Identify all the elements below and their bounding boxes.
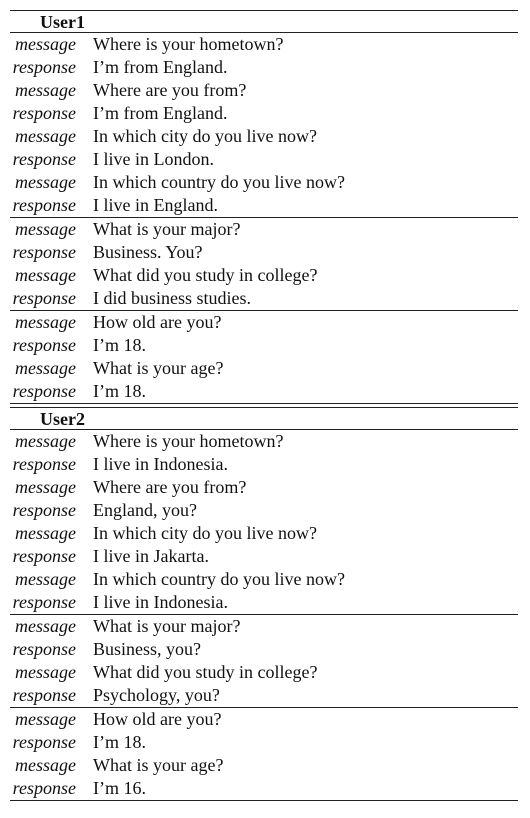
- utterance-text: Where is your hometown?: [93, 34, 284, 54]
- utterance-text: What did you study in college?: [93, 265, 318, 285]
- utterance-text: How old are you?: [93, 312, 222, 332]
- dialogue-row: [10, 661, 518, 684]
- role-label: message: [15, 34, 76, 54]
- dialogue-row: [10, 102, 518, 125]
- role-label: message: [15, 477, 76, 497]
- user-section: [10, 408, 518, 801]
- role-label: message: [15, 569, 76, 589]
- user-section: [10, 11, 518, 404]
- question-group: [10, 218, 518, 311]
- utterance-text: In which city do you live now?: [93, 523, 317, 543]
- role-label: response: [12, 546, 76, 566]
- role-label: response: [12, 454, 76, 474]
- dialogue-row: [10, 731, 518, 754]
- dialogue-row: [10, 148, 518, 171]
- utterance-text: What is your major?: [93, 616, 241, 636]
- utterance-text: In which city do you live now?: [93, 126, 317, 146]
- dialogue-row: [10, 708, 518, 731]
- utterance-text: I live in England.: [93, 195, 218, 215]
- dialogue-row: [10, 499, 518, 522]
- dialogue-row: [10, 56, 518, 79]
- role-label: message: [15, 312, 76, 332]
- role-label: message: [15, 126, 76, 146]
- role-label: response: [12, 103, 76, 123]
- dialogue-row: [10, 357, 518, 380]
- utterance-text: Where are you from?: [93, 80, 247, 100]
- utterance-text: I’m from England.: [93, 103, 228, 123]
- dialogue-row: [10, 545, 518, 568]
- dialogue-row: [10, 241, 518, 264]
- role-label: message: [15, 265, 76, 285]
- utterance-text: Where are you from?: [93, 477, 247, 497]
- utterance-text: I live in Indonesia.: [93, 454, 228, 474]
- role-label: response: [12, 500, 76, 520]
- dialogue-row: [10, 218, 518, 241]
- role-label: message: [15, 358, 76, 378]
- question-group: [10, 311, 518, 404]
- role-label: message: [15, 709, 76, 729]
- role-label: response: [12, 242, 76, 262]
- role-label: message: [15, 172, 76, 192]
- role-label: response: [12, 778, 76, 798]
- role-label: response: [12, 732, 76, 752]
- utterance-text: I live in Jakarta.: [93, 546, 209, 566]
- dialogue-row: [10, 476, 518, 499]
- utterance-text: In which country do you live now?: [93, 172, 345, 192]
- dialogue-row: [10, 380, 518, 403]
- user-header: User1: [10, 11, 518, 33]
- dialogue-row: [10, 311, 518, 334]
- dialogue-row: [10, 777, 518, 800]
- role-label: response: [12, 288, 76, 308]
- dialogue-row: [10, 684, 518, 707]
- dialogue-row: [10, 264, 518, 287]
- role-label: response: [12, 57, 76, 77]
- utterance-text: I’m 18.: [93, 335, 146, 355]
- utterance-text: I live in Indonesia.: [93, 592, 228, 612]
- role-label: response: [12, 639, 76, 659]
- role-label: response: [12, 592, 76, 612]
- utterance-text: What is your major?: [93, 219, 241, 239]
- user-header: User2: [10, 408, 518, 430]
- utterance-text: What did you study in college?: [93, 662, 318, 682]
- utterance-text: How old are you?: [93, 709, 222, 729]
- role-label: response: [12, 149, 76, 169]
- dialogue-row: [10, 334, 518, 357]
- role-label: message: [15, 662, 76, 682]
- utterance-text: I’m 18.: [93, 732, 146, 752]
- dialogue-row: [10, 453, 518, 476]
- utterance-text: Business. You?: [93, 242, 203, 262]
- dialogue-row: [10, 125, 518, 148]
- question-group: [10, 430, 518, 615]
- role-label: response: [12, 335, 76, 355]
- role-label: response: [12, 685, 76, 705]
- role-label: message: [15, 616, 76, 636]
- utterance-text: What is your age?: [93, 755, 224, 775]
- role-label: response: [12, 195, 76, 215]
- role-label: message: [15, 80, 76, 100]
- dialogue-row: [10, 287, 518, 310]
- question-group: [10, 708, 518, 801]
- utterance-text: In which country do you live now?: [93, 569, 345, 589]
- dialogue-table: [10, 10, 518, 801]
- dialogue-row: [10, 430, 518, 453]
- dialogue-row: [10, 171, 518, 194]
- utterance-text: Psychology, you?: [93, 685, 220, 705]
- utterance-text: I’m 18.: [93, 381, 146, 401]
- dialogue-row: [10, 568, 518, 591]
- utterance-text: I did business studies.: [93, 288, 252, 308]
- utterance-text: What is your age?: [93, 358, 224, 378]
- role-label: message: [15, 755, 76, 775]
- dialogue-row: [10, 79, 518, 102]
- dialogue-row: [10, 615, 518, 638]
- question-group: [10, 615, 518, 708]
- utterance-text: I’m 16.: [93, 778, 146, 798]
- role-label: message: [15, 219, 76, 239]
- dialogue-row: [10, 754, 518, 777]
- role-label: message: [15, 523, 76, 543]
- utterance-text: Where is your hometown?: [93, 431, 284, 451]
- dialogue-row: [10, 638, 518, 661]
- dialogue-row: [10, 522, 518, 545]
- utterance-text: I’m from England.: [93, 57, 228, 77]
- utterance-text: I live in London.: [93, 149, 214, 169]
- dialogue-row: [10, 591, 518, 614]
- utterance-text: Business, you?: [93, 639, 201, 659]
- dialogue-row: [10, 194, 518, 217]
- utterance-text: England, you?: [93, 500, 197, 520]
- question-group: [10, 33, 518, 218]
- dialogue-row: [10, 33, 518, 56]
- role-label: message: [15, 431, 76, 451]
- role-label: response: [12, 381, 76, 401]
